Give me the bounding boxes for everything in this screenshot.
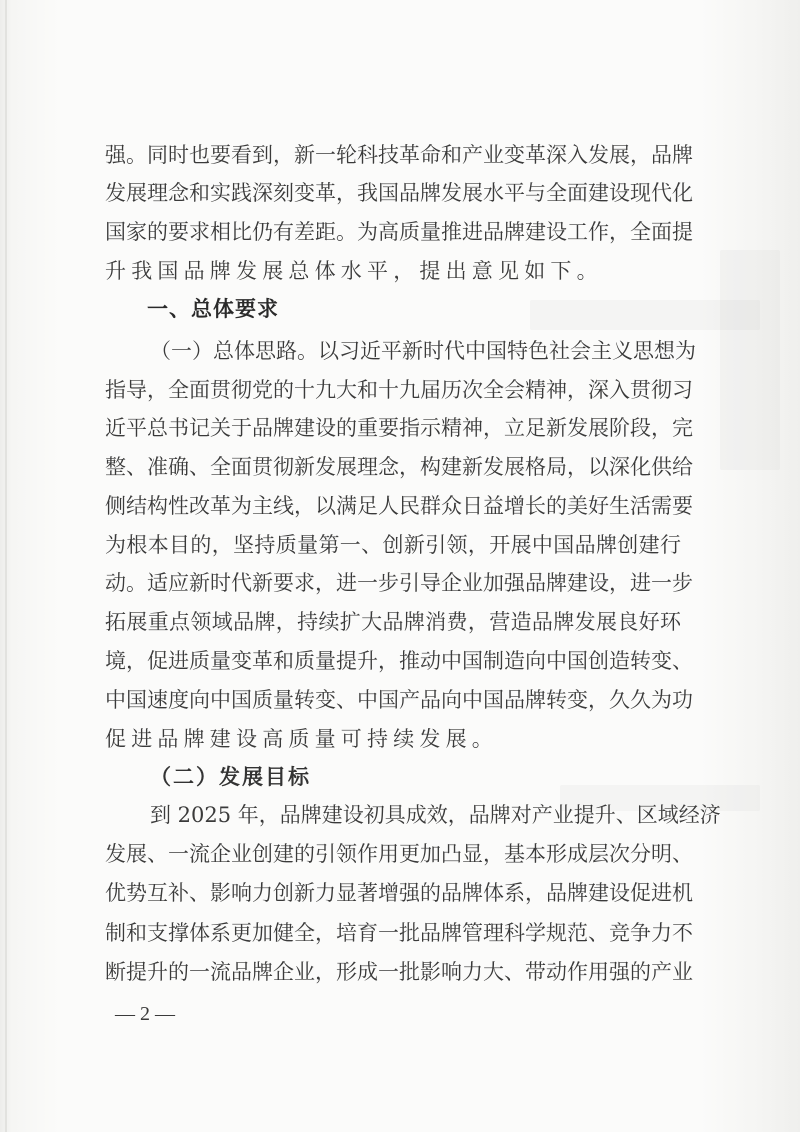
body-line: 整、准确、全面贯彻新发展理念，构建新发展格局，以深化供给 <box>105 455 693 479</box>
body-line: 动。适应新时代新要求，进一步引导企业加强品牌建设，进一步 <box>105 571 693 595</box>
subsection-title: （一）总体思路。 <box>150 339 318 363</box>
body-line: 近平总书记关于品牌建设的重要指示精神，立足新发展阶段，完 <box>105 416 693 440</box>
body-line: 强。同时也要看到，新一轮科技革命和产业变革深入发展，品牌 <box>105 143 693 167</box>
body-line: 境，促进质量变革和质量提升，推动中国制造向中国创造转变、 <box>105 649 693 673</box>
body-text: 以习近平新时代中国特色社会主义思想为 <box>318 339 696 363</box>
body-line: 为根本目的，坚持质量第一、创新引领，开展中国品牌创建行 <box>105 533 681 557</box>
page-number: — 2 — <box>115 1003 175 1025</box>
section-heading: 一、总体要求 <box>147 297 279 321</box>
body-line: 发展理念和实践深刻变革，我国品牌发展水平与全面建设现代化 <box>105 181 693 205</box>
body-line: 中国速度向中国质量转变、中国产品向中国品牌转变，久久为功 <box>105 688 693 712</box>
subsection-first-line <box>150 336 696 366</box>
body-line: 国家的要求相比仍有差距。为高质量推进品牌建设工作，全面提 <box>105 220 693 244</box>
body-line: 优势互补、影响力创新力显著增强的品牌体系，品牌建设促进机 <box>105 881 693 905</box>
body-line: 制和支撑体系更加健全，培育一批品牌管理科学规范、竞争力不 <box>105 921 693 945</box>
body-line: 断提升的一流品牌企业，形成一批影响力大、带动作用强的产业 <box>105 960 693 984</box>
body-line: 到 2025 年，品牌建设初具成效，品牌对产业提升、区域经济 <box>150 803 721 827</box>
body-line: 侧结构性改革为主线，以满足人民群众日益增长的美好生活需要 <box>105 494 693 518</box>
body-line: 指导，全面贯彻党的十九大和十九届历次全会精神，深入贯彻习 <box>105 378 693 402</box>
subsection-heading: （二）发展目标 <box>150 764 311 789</box>
body-line: 拓展重点领域品牌，持续扩大品牌消费，营造品牌发展良好环 <box>105 610 681 634</box>
scan-page-edge <box>5 0 7 1132</box>
body-line: 发展、一流企业创建的引领作用更加凸显，基本形成层次分明、 <box>105 842 693 866</box>
bleed-through-mark <box>720 250 780 470</box>
body-line: 促进品牌建设高质量可持续发展。 <box>105 727 498 751</box>
body-line: 升我国品牌发展总体水平，提出意见如下。 <box>105 259 603 283</box>
